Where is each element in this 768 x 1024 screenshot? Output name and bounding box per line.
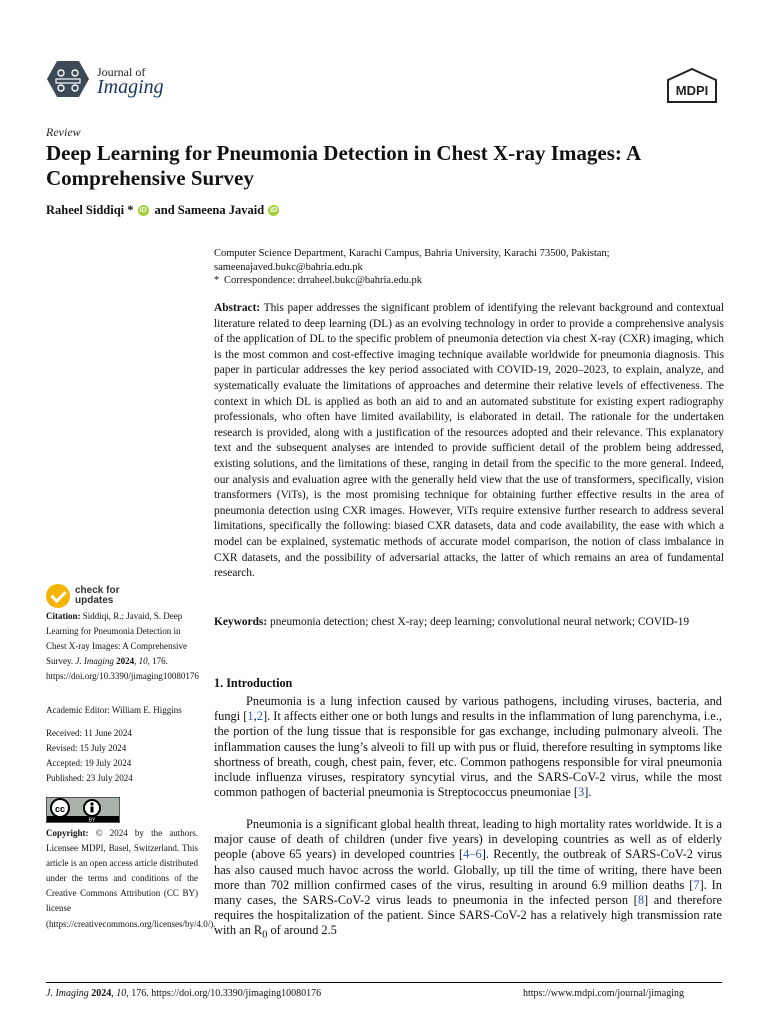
paragraph [214, 694, 722, 800]
journal-of-label: Journal of [97, 65, 146, 79]
svg-text:cc: cc [54, 804, 66, 814]
citation-block: Citation: Siddiqi, R.; Javaid, S. Deep Learning for Pneumonia Detection in Chest X-ray Images: A Comprehensive Survey. J. Imaging 2024, 10, 176. https://doi.org/10.3390/jimaging10080176 [46, 611, 199, 682]
citation-year: 2024 [116, 656, 135, 667]
mdpi-logo-text: MDPI [675, 83, 709, 98]
citation-link[interactable]: 7 [693, 877, 700, 892]
paragraph-text: ]. [584, 785, 592, 800]
footer-divider [46, 982, 722, 983]
footer-journal: J. Imaging [46, 988, 89, 999]
footer-doi[interactable]: , 176. https://doi.org/10.3390/jimaging10080176 [126, 988, 322, 999]
affiliation-email[interactable]: sameenajaved.bukc@bahria.edu.pk [214, 261, 363, 273]
abstract-text: This paper addresses the significant problem of identifying the relevant background and contextual literature related to deep learning (DL) as an evolving technology in order to provide a comprehensive analysis of the application of DL to the specific problem of pneumonia detection via chest X-ray (CXR) imaging, which is the most common and cost-effective imaging technique available worldwide for pneumonia diagnosis. This paper in particular addresses the key period associated with COVID-19, 2020–2023, to explain, analyze, and systematically evaluate the limitations of approaches and determine their relative levels of effectiveness. The context in which DL is applied as both an aid to and an automated substitute for existing expert radiography professionals, who often have limited availability, is elaborated in detail. The rationale for the undertaken research is provided, along with a justification of the resources adopted and their relevance. This explanatory text and the subsequent analyses are intended to provide sufficient detail of the problem being addressed, existing solutions, and the limitations of these, ranging in detail from the specific to the more general. Indeed, our analysis and evaluation agree with the generally held view that the use of transformers, specifically, vision transformers (ViTs), is the most promising technique for obtaining further effective results in the area of pneumonia detection using CXR images. However, ViTs require extensive further research to address several limitations, specifically the following: biased CXR datasets, data and code availability, the ease with which a model can be explained, systematic methods of accurate model comparison, the notion of class imbalance in CXR datasets, and the possibility of adversarial attacks, the latter of which remains an area of fundamental research. [214, 302, 724, 580]
keywords [214, 615, 724, 631]
citation-text: Siddiqi, R.; Javaid, S. Deep Learning for Pneumonia Detection in Chest X-ray Images: A Comprehensive Survey. [46, 611, 187, 667]
correspondence-line [214, 274, 724, 288]
footer-citation: J. Imaging 2024, 10, 176. https://doi.org/10.3390/jimaging10080176 [46, 988, 322, 999]
paragraph-text: ]. In many cases, the SARS-CoV-2 virus leads to pneumonia in the infected person [ [214, 877, 722, 908]
svg-text:BY: BY [88, 817, 96, 823]
section-heading: 1. Introduction [214, 676, 293, 690]
check-updates-line: check for [75, 585, 120, 596]
citation-link[interactable]: 4–6 [463, 847, 482, 862]
keywords-text: pneumonia detection; chest X-ray; deep learning; convolutional neural network; COVID-19 [270, 616, 690, 628]
citation-link[interactable]: 2 [256, 709, 263, 724]
article-title: Deep Learning for Pneumonia Detection in Chest X-ray Images: A Comprehensive Survey [46, 141, 640, 190]
revised-date: Revised: 15 July 2024 [46, 743, 127, 754]
paragraph-text: ] and therefore requires the hospitalization of the patient. Since SARS-CoV-2 has a relatively high transmission rate with an R [214, 893, 722, 938]
citation-journal: J. Imaging [75, 656, 114, 667]
accepted-date: Accepted: 19 July 2024 [46, 758, 132, 769]
orcid-icon[interactable]: iD [139, 207, 147, 214]
author-name[interactable]: Raheel Siddiqi * [46, 203, 134, 217]
footer-year: 2024 [91, 988, 112, 999]
orcid-icon[interactable]: iD [270, 207, 278, 214]
article-dates [46, 726, 198, 786]
affiliation-line: Computer Science Department, Karachi Campus, Bahria University, Karachi 73500, Pakistan; [214, 248, 610, 259]
citation-label: Citation: [46, 611, 81, 621]
article-type: Review [46, 125, 81, 139]
copyright-text: © 2024 by the authors. Licensee MDPI, Basel, Switzerland. This article is an open access article distributed under the terms and conditions of the Creative Commons Attribution (CC BY) license (https://creativecommons.org/licenses/by/4.0/). [46, 828, 216, 929]
author-name[interactable]: Sameena Javaid [177, 203, 265, 217]
citation-doi[interactable]: , 176. https://doi.org/10.3390/jimaging10080176 [46, 656, 199, 682]
cc-by-license-icon[interactable] [46, 797, 120, 823]
mdpi-logo-icon [666, 68, 718, 104]
journal-imaging-logo-icon [46, 60, 90, 98]
copyright-block [46, 826, 216, 932]
received-date: Received: 11 June 2024 [46, 728, 132, 738]
published-date: Published: 23 July 2024 [46, 773, 133, 784]
citation-link[interactable]: 1 [247, 709, 254, 724]
keywords-label: Keywords: [214, 616, 268, 628]
copyright-label: Copyright: [46, 828, 89, 838]
citation-link[interactable]: 8 [637, 893, 645, 908]
check-for-updates-button[interactable] [46, 584, 119, 608]
check-updates-line: updates [75, 595, 114, 606]
paragraph-text: Pneumonia is a significant global health threat, leading to high mortality rates worldwide. It is a major cause of death of children (under five years) in developing countries as well as of elderly people (above 65 years) in developed countries [ [214, 817, 722, 862]
paragraph-text: Pneumonia is a lung infection caused by various pathogens, including viruses, bacteria, and fungi [ [214, 694, 722, 724]
check-updates-icon [46, 584, 70, 608]
footer-journal-url[interactable]: https://www.mdpi.com/journal/jimaging [523, 988, 685, 999]
paragraph-text: ]. Recently, the outbreak of SARS-CoV-2 virus has also caused much havoc across the world. Globally, up till the time of writing, there have been more than 702 million confirmed cases of the virus, resulting in around 6.9 million deaths [ [214, 847, 722, 892]
paragraph-text: ]. It affects either one or both lungs and results in the inflammation of lung parenchyma, i.e., the portion of the lung tissue that is responsible for gas exchange, including pulmonary alveoli. The inflammation causes the lung’s alveoli to fill up with pus or fluid, therefore resulting in symptoms like shortness of breath, cough, chest pain, fever, etc. Common pathogens responsible for viral pneumonia include influenza viruses, respiratory syncytial virus, and the SARS-CoV-2 virus, while the most common pathogen of bacterial pneumonia is Streptococcus pneumoniae [ [214, 709, 722, 800]
abstract-label: Abstract: [214, 302, 261, 314]
academic-editor: Academic Editor: William E. Higgins [46, 705, 182, 715]
abstract [214, 301, 724, 582]
correspondence-text[interactable]: Correspondence: drraheel.bukc@bahria.edu.pk [224, 275, 423, 286]
footer-volume: 10 [116, 988, 127, 999]
citation-link[interactable]: 3 [578, 785, 585, 800]
paragraph-text: of around 2.5 [267, 923, 337, 938]
correspondence-star: * [214, 275, 220, 286]
paragraph [214, 817, 722, 943]
journal-name: Imaging [97, 76, 164, 98]
affiliation [214, 247, 724, 288]
paragraph-text: , [253, 709, 257, 724]
citation-volume: 10 [138, 656, 148, 667]
subscript: 0 [262, 929, 268, 941]
author-list [46, 203, 279, 218]
author-conjunction: and [154, 203, 175, 217]
